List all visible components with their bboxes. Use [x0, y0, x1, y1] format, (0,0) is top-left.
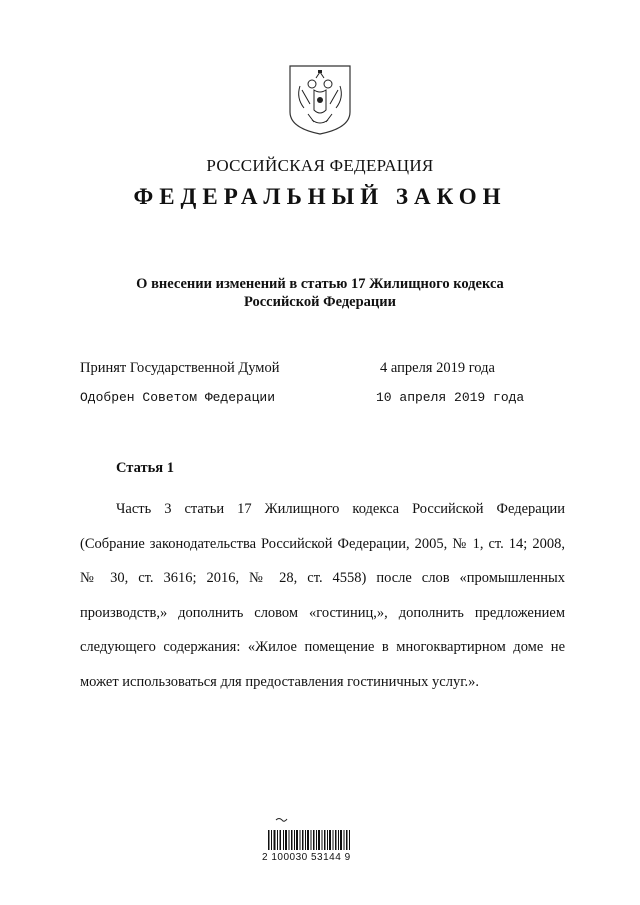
law-title	[0, 275, 640, 311]
law-type-heading: ФЕДЕРАЛЬНЫЙ ЗАКОН	[133, 184, 507, 209]
barcode-image	[262, 816, 372, 881]
law-title-line-1: О внесении изменений в статью 17 Жилищного кодекса	[136, 276, 504, 292]
article-heading: Статья 1	[116, 460, 174, 476]
barcode-number: 2 100030 53144 9	[262, 852, 351, 863]
adoption-row-duma	[80, 360, 560, 380]
adoption-date: 10 апреля 2019 года	[376, 390, 525, 405]
country-name: РОССИЙСКАЯ ФЕДЕРАЦИЯ	[206, 156, 434, 175]
article-text: Часть 3 статьи 17 Жилищного кодекса Российской Федерации (Собрание законодательства Российской Федерации, 2005, № 1, ст. 14; 2008, № 30, ст. 3616; 2016, № 28, ст. 4558) после слов «промышленных производств,» дополнить словом «гостиниц,», дополнить предложением следующего содержания: «Жилое помещение в многоквартирном доме не может использоваться для предоставления гостиничных услуг.».	[80, 501, 565, 690]
law-title-line-2: Российской Федерации	[243, 294, 396, 310]
adoption-label: Одобрен Советом Федерации	[80, 390, 276, 405]
adoption-row-council	[80, 390, 560, 410]
adoption-date: 4 апреля 2019 года	[380, 360, 495, 376]
coat-of-arms-icon	[288, 64, 352, 136]
adoption-label: Принят Государственной Думой	[80, 360, 280, 376]
